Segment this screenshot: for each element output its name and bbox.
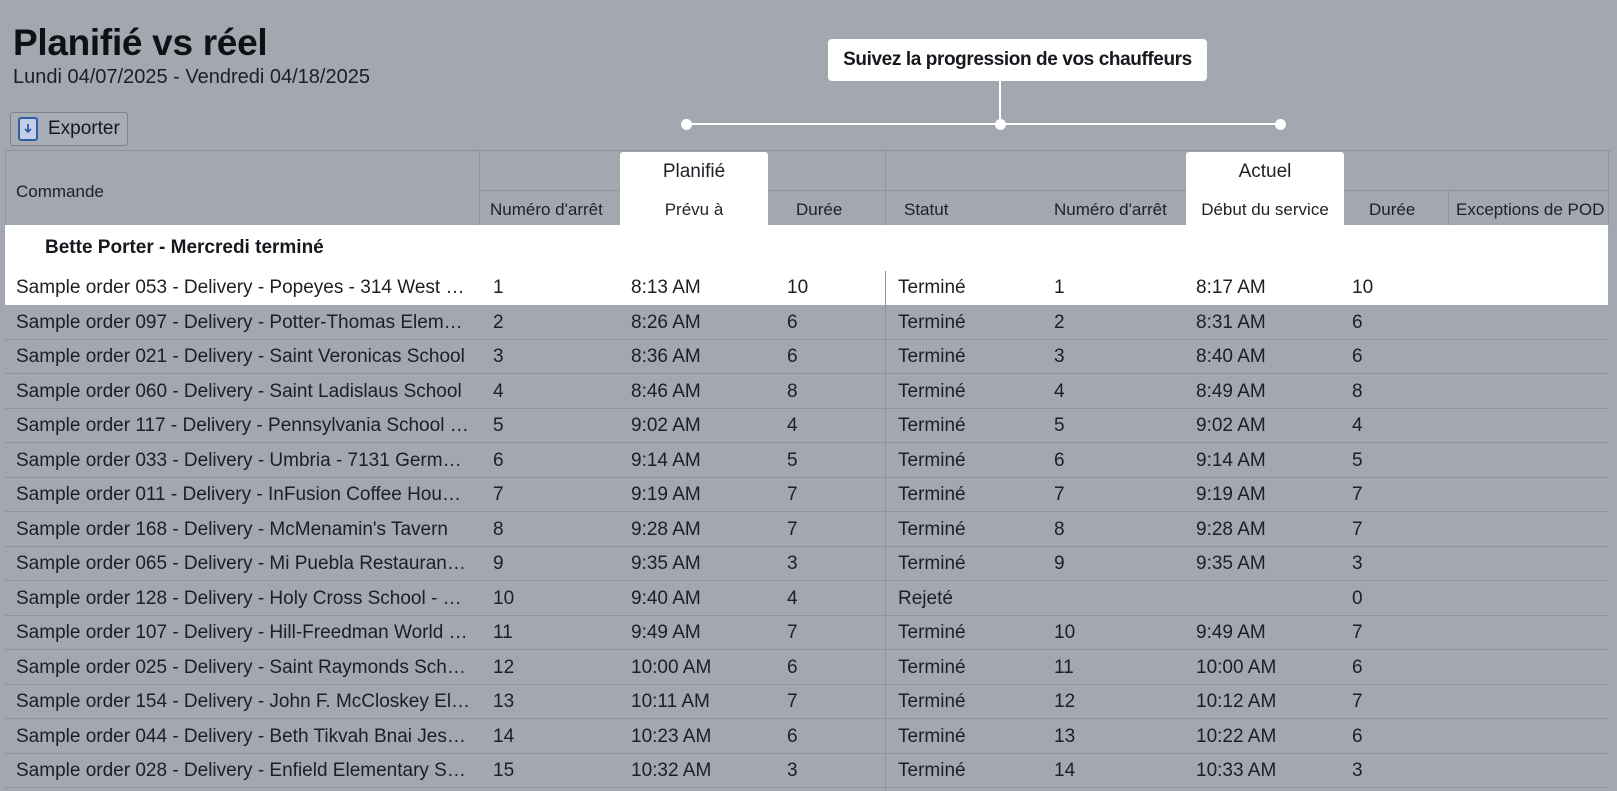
cell-pod-exceptions	[1460, 720, 1605, 754]
actual-group-label: Actuel	[1238, 161, 1292, 182]
cell-order: Sample order 117 - Delivery - Pennsylvania School …	[16, 415, 469, 436]
table-row[interactable]	[5, 582, 1608, 616]
table-row[interactable]	[5, 651, 1608, 685]
cell-planned-stop: 8	[493, 518, 504, 540]
cell-service-start: 9:02 AM	[1196, 415, 1266, 436]
cell-actual-stop: 12	[1054, 691, 1076, 712]
table-row[interactable]	[5, 271, 1608, 305]
cell-order: Sample order 128 - Delivery - Holy Cross School - …	[16, 587, 462, 609]
cell-planned-at: 8:26 AM	[631, 311, 701, 333]
cell-planned-at: 9:49 AM	[631, 622, 701, 643]
cell-actual-duration: 7	[1352, 484, 1363, 505]
cell-actual-stop: 7	[1054, 484, 1065, 505]
cell-service-start: 9:14 AM	[1196, 449, 1266, 471]
cell-planned-stop: 9	[493, 553, 504, 574]
cell-planned-duration: 7	[787, 691, 798, 712]
tooltip-connector	[999, 81, 1001, 124]
table-row[interactable]	[5, 513, 1608, 547]
cell-planned-duration: 4	[787, 415, 798, 436]
cell-planned-at: 10:23 AM	[631, 725, 712, 747]
cell-planned-at: 9:19 AM	[631, 484, 701, 505]
cell-service-start	[1196, 582, 1346, 616]
page-title: Planifié vs réel	[13, 22, 268, 63]
driver-group-row[interactable]: Bette Porter - Mercredi terminé	[5, 225, 1608, 271]
cell-pod-exceptions	[1460, 513, 1605, 547]
table-row[interactable]	[5, 547, 1608, 581]
cell-actual-duration: 0	[1352, 587, 1363, 609]
cell-service-start: 10:12 AM	[1196, 691, 1277, 712]
cell-planned-duration: 7	[787, 622, 798, 643]
cell-planned-duration: 10	[787, 277, 809, 298]
cell-status: Terminé	[898, 415, 966, 436]
cell-order: Sample order 025 - Delivery - Saint Raymonds Sch…	[16, 656, 466, 678]
cell-planned-at: 9:02 AM	[631, 415, 701, 436]
cell-order: Sample order 028 - Delivery - Enfield Elementary S…	[16, 760, 466, 781]
cell-status: Terminé	[898, 449, 966, 471]
cell-actual-duration: 10	[1352, 277, 1374, 298]
bracket-dot-center	[995, 119, 1006, 130]
cell-status: Terminé	[898, 656, 966, 678]
cell-planned-duration: 7	[787, 484, 798, 505]
col-header-status[interactable]: Statut	[904, 200, 949, 219]
cell-status: Terminé	[898, 277, 966, 298]
cell-status: Terminé	[898, 380, 966, 402]
cell-planned-at: 9:35 AM	[631, 553, 701, 574]
cell-planned-stop: 2	[493, 311, 504, 333]
col-header-planned-duration[interactable]: Durée	[796, 200, 843, 219]
cell-actual-duration: 4	[1352, 415, 1363, 436]
cell-service-start: 9:28 AM	[1196, 518, 1266, 540]
date-range: Lundi 04/07/2025 - Vendredi 04/18/2025	[13, 66, 370, 88]
cell-planned-stop: 11	[493, 622, 513, 643]
table-row[interactable]	[5, 306, 1608, 340]
cell-pod-exceptions	[1460, 616, 1605, 650]
cell-actual-duration: 8	[1352, 380, 1363, 402]
col-header-actual-stop[interactable]: Numéro d'arrêt	[1054, 200, 1167, 219]
cell-pod-exceptions	[1460, 685, 1605, 719]
cell-planned-stop: 15	[493, 760, 515, 781]
cell-planned-stop: 4	[493, 380, 504, 402]
cell-order: Sample order 044 - Delivery - Beth Tikvah Bnai Jes…	[16, 725, 466, 747]
planned-group-label: Planifié	[662, 161, 726, 182]
cell-actual-stop: 8	[1054, 518, 1065, 540]
cell-planned-at: 10:32 AM	[631, 760, 712, 781]
cell-service-start: 10:22 AM	[1196, 725, 1277, 747]
cell-planned-stop: 1	[493, 277, 504, 298]
col-header-pod-exceptions[interactable]: Exceptions de POD	[1456, 200, 1605, 219]
cell-pod-exceptions	[1460, 444, 1605, 478]
cell-pod-exceptions	[1460, 651, 1605, 685]
cell-planned-at: 9:40 AM	[631, 587, 701, 609]
cell-actual-duration: 7	[1352, 622, 1363, 643]
table-row[interactable]	[5, 340, 1608, 374]
cell-pod-exceptions	[1460, 306, 1605, 340]
cell-planned-at: 10:11 AM	[631, 691, 710, 712]
cell-status: Terminé	[898, 311, 966, 333]
cell-actual-duration: 6	[1352, 725, 1363, 747]
cell-planned-duration: 7	[787, 518, 798, 540]
cell-actual-duration: 6	[1352, 311, 1363, 333]
cell-planned-duration: 6	[787, 311, 798, 333]
export-button[interactable]	[10, 112, 128, 146]
cell-pod-exceptions	[1460, 340, 1605, 374]
cell-service-start: 8:17 AM	[1196, 277, 1266, 298]
tooltip-bracket	[686, 123, 1281, 125]
cell-order: Sample order 011 - Delivery - InFusion Coffee Hou…	[16, 484, 461, 505]
cell-planned-stop: 12	[493, 656, 515, 678]
cell-actual-stop: 5	[1054, 415, 1065, 436]
cell-pod-exceptions	[1460, 409, 1605, 443]
cell-order: Sample order 053 - Delivery - Popeyes - 314 West …	[16, 277, 465, 298]
cell-actual-duration: 6	[1352, 656, 1363, 678]
cell-order: Sample order 097 - Delivery - Potter-Thomas Elem…	[16, 311, 463, 333]
cell-planned-stop: 6	[493, 449, 504, 471]
cell-planned-stop: 14	[493, 725, 515, 747]
cell-planned-duration: 6	[787, 656, 798, 678]
cell-planned-duration: 6	[787, 346, 798, 367]
cell-status: Terminé	[898, 484, 966, 505]
cell-pod-exceptions	[1460, 478, 1605, 512]
table-row[interactable]	[5, 444, 1608, 478]
cell-order: Sample order 065 - Delivery - Mi Puebla Restauran…	[16, 553, 466, 574]
cell-planned-at: 10:00 AM	[631, 656, 712, 678]
col-header-service-start[interactable]: Début du service	[1201, 200, 1329, 219]
bracket-dot-right	[1275, 119, 1286, 130]
cell-planned-duration: 4	[787, 587, 798, 609]
export-label: Exporter	[48, 118, 120, 139]
cell-status: Terminé	[898, 346, 966, 367]
cell-planned-at: 8:13 AM	[631, 277, 701, 298]
cell-planned-stop: 10	[493, 587, 515, 609]
cell-planned-at: 9:14 AM	[631, 449, 701, 471]
cell-pod-exceptions	[1460, 547, 1605, 581]
table-row[interactable]	[5, 375, 1608, 409]
cell-order: Sample order 154 - Delivery - John F. McCloskey El…	[16, 691, 471, 712]
cell-actual-duration: 7	[1352, 518, 1363, 540]
table-row[interactable]	[5, 754, 1608, 788]
cell-status: Rejeté	[898, 587, 953, 609]
col-header-actual-duration[interactable]: Durée	[1369, 200, 1416, 219]
cell-planned-duration: 6	[787, 725, 798, 747]
col-header-planned-at[interactable]: Prévu à	[664, 200, 724, 219]
cell-service-start: 8:31 AM	[1196, 311, 1266, 333]
cell-order: Sample order 168 - Delivery - McMenamin's Tavern	[16, 518, 448, 540]
cell-service-start: 9:19 AM	[1196, 484, 1266, 505]
cell-actual-stop: 6	[1054, 449, 1065, 471]
cell-pod-exceptions	[1460, 582, 1605, 616]
cell-order: Sample order 021 - Delivery - Saint Veronicas School	[16, 346, 465, 367]
cell-planned-at: 8:46 AM	[631, 380, 701, 402]
cell-actual-stop: 4	[1054, 380, 1065, 402]
cell-planned-at: 8:36 AM	[631, 346, 701, 367]
cell-pod-exceptions	[1460, 375, 1605, 409]
cell-actual-stop: 10	[1054, 622, 1076, 643]
cell-actual-stop: 3	[1054, 346, 1065, 367]
cell-actual-stop: 1	[1054, 277, 1065, 298]
cell-status: Terminé	[898, 553, 966, 574]
cell-service-start: 10:00 AM	[1196, 656, 1277, 678]
planned-actual-divider	[885, 271, 886, 791]
cell-actual-duration: 7	[1352, 691, 1363, 712]
cell-actual-stop: 2	[1054, 311, 1065, 333]
cell-order: Sample order 033 - Delivery - Umbria - 7131 Germ…	[16, 449, 462, 471]
col-header-order[interactable]: Commande	[16, 182, 104, 201]
cell-actual-stop	[1054, 582, 1174, 616]
cell-status: Terminé	[898, 760, 966, 781]
table-row[interactable]	[5, 616, 1608, 650]
cell-status: Terminé	[898, 622, 966, 643]
cell-actual-stop: 9	[1054, 553, 1065, 574]
download-icon	[18, 117, 38, 141]
table-row[interactable]	[5, 409, 1608, 443]
cell-planned-duration: 5	[787, 449, 798, 471]
cell-service-start: 8:40 AM	[1196, 346, 1266, 367]
cell-pod-exceptions	[1460, 271, 1605, 305]
cell-planned-at: 9:28 AM	[631, 518, 701, 540]
cell-status: Terminé	[898, 691, 966, 712]
table-row[interactable]	[5, 720, 1608, 754]
cell-actual-stop: 14	[1054, 760, 1076, 781]
cell-actual-duration: 6	[1352, 346, 1363, 367]
cell-actual-stop: 11	[1054, 656, 1074, 678]
cell-planned-duration: 3	[787, 553, 798, 574]
cell-planned-duration: 3	[787, 760, 798, 781]
cell-status: Terminé	[898, 725, 966, 747]
cell-planned-stop: 13	[493, 691, 515, 712]
cell-planned-stop: 3	[493, 346, 504, 367]
cell-service-start: 9:49 AM	[1196, 622, 1266, 643]
cell-planned-stop: 7	[493, 484, 504, 505]
cell-actual-duration: 5	[1352, 449, 1363, 471]
cell-service-start: 8:49 AM	[1196, 380, 1266, 402]
cell-actual-stop: 13	[1054, 725, 1076, 747]
cell-service-start: 10:33 AM	[1196, 760, 1277, 781]
table-row[interactable]	[5, 685, 1608, 719]
cell-pod-exceptions	[1460, 754, 1605, 788]
table-row[interactable]	[5, 478, 1608, 512]
cell-order: Sample order 060 - Delivery - Saint Ladislaus School	[16, 380, 462, 402]
cell-actual-duration: 3	[1352, 760, 1363, 781]
tooltip-callout: Suivez la progression de vos chauffeurs	[828, 39, 1207, 81]
col-header-planned-stop[interactable]: Numéro d'arrêt	[490, 200, 603, 219]
cell-planned-stop: 5	[493, 415, 504, 436]
cell-actual-duration: 3	[1352, 553, 1363, 574]
cell-service-start: 9:35 AM	[1196, 553, 1266, 574]
bracket-dot-left	[681, 119, 692, 130]
cell-planned-duration: 8	[787, 380, 798, 402]
cell-status: Terminé	[898, 518, 966, 540]
cell-order: Sample order 107 - Delivery - Hill-Freedman World …	[16, 622, 468, 643]
